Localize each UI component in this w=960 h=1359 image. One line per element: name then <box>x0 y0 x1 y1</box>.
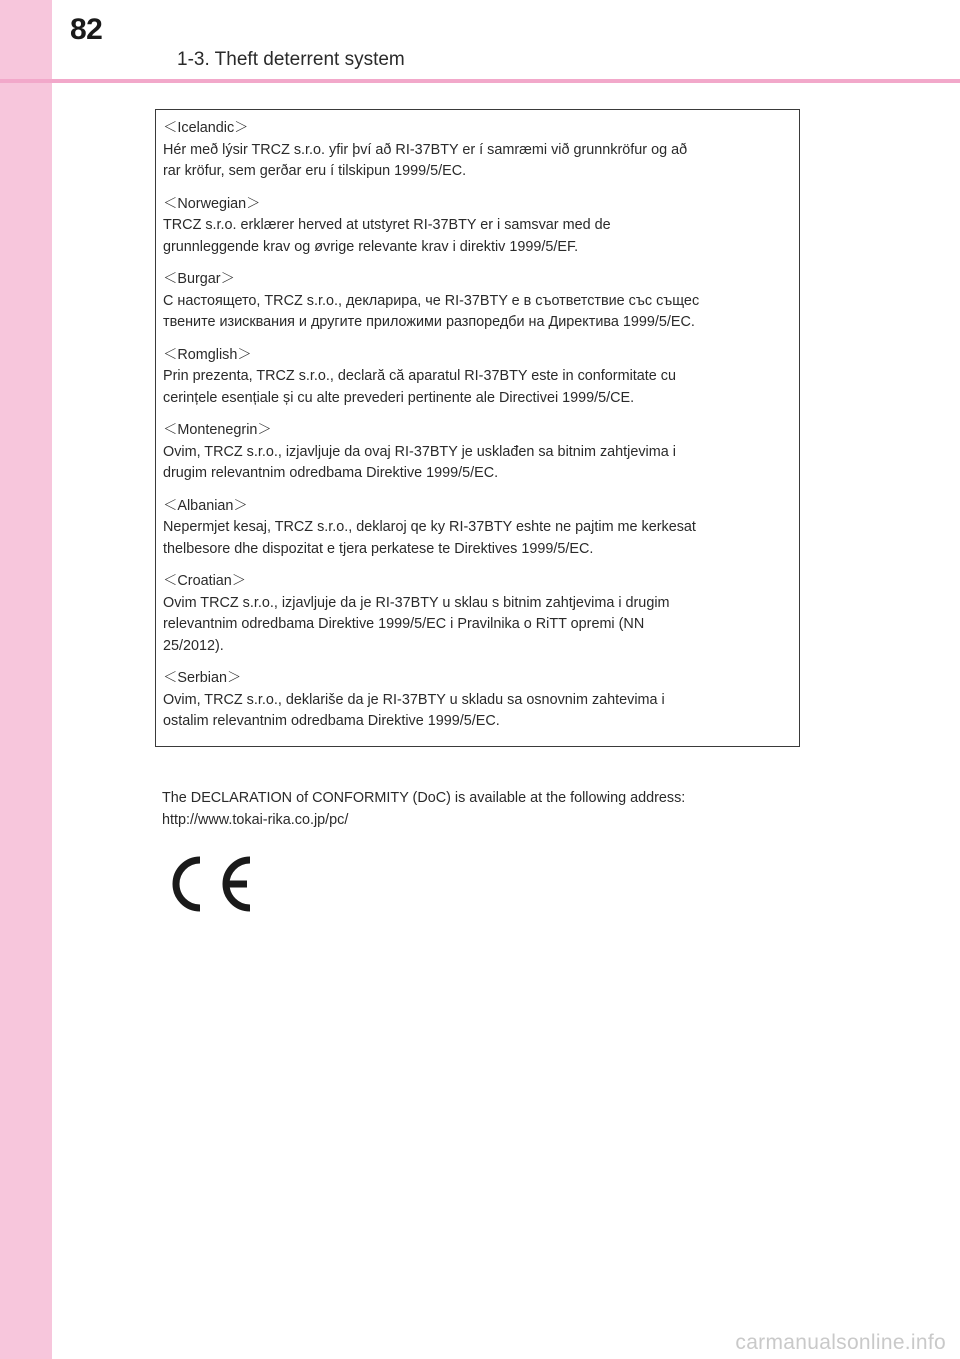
section-title: 1-3. Theft deterrent system <box>177 49 405 70</box>
declaration-line: drugim relevantnim odredbama Direktive 1999/5/EC. <box>163 465 499 481</box>
declaration-icelandic <box>163 118 792 183</box>
declaration-text <box>163 291 792 334</box>
declaration-line: relevantnim odredbama Direktive 1999/5/EC i Pravilnika o RiTT opremi (NN <box>163 616 645 632</box>
declaration-serbian <box>163 668 792 733</box>
declaration-line: ostalim relevantnim odredbama Direktive 1999/5/EC. <box>163 713 500 729</box>
declaration-line: rar kröfur, sem gerðar eru í tilskipun 1999/5/EC. <box>163 163 467 179</box>
header-rule <box>0 79 960 83</box>
declaration-heading: ＜Norwegian＞ <box>163 195 261 212</box>
declaration-line: Hér með lýsir TRCZ s.r.o. yfir því að RI-37BTY er í samræmi við grunnkröfur og að <box>163 141 688 158</box>
declaration-line: grunnleggende krav og øvrige relevante krav i direktiv 1999/5/EF. <box>163 238 579 255</box>
declaration-line: TRCZ s.r.o. erklærer herved at utstyret RI-37BTY er i samsvar med de <box>163 217 611 233</box>
declaration-romanian <box>163 345 792 410</box>
declaration-heading: ＜Montenegrin＞ <box>163 422 272 438</box>
declaration-text <box>163 215 792 258</box>
declarations-box <box>155 109 800 747</box>
declaration-text <box>163 442 792 485</box>
declaration-norwegian <box>163 194 792 259</box>
declaration-croatian <box>163 571 792 657</box>
declaration-heading: ＜Burgar＞ <box>163 271 235 287</box>
declaration-heading: ＜Icelandic＞ <box>163 120 249 136</box>
declaration-montenegrin <box>163 420 792 485</box>
declaration-line: thelbesore dhe dispozitat e tjera perkatese te Direktives 1999/5/EC. <box>163 540 594 557</box>
declaration-bulgarian <box>163 269 792 334</box>
doc-note-text: The DECLARATION of CONFORMITY (DoC) is available at the following address: <box>162 790 686 806</box>
declaration-heading: ＜Serbian＞ <box>163 670 242 686</box>
declaration-line: Ovim TRCZ s.r.o., izjavljuje da je RI-37BTY u sklau s bitnim zahtjevima i drugim <box>163 594 670 611</box>
declaration-line: Ovim, TRCZ s.r.o., deklariše da je RI-37BTY u skladu sa osnovnim zahtevima i <box>163 691 665 708</box>
declaration-line: Ovim, TRCZ s.r.o., izjavljuje da ovaj RI-37BTY je usklađen sa bitnim zahtjevima i <box>163 443 676 460</box>
declaration-line: 25/2012). <box>163 637 224 654</box>
declaration-line: cerințele esențiale și cu alte prevederi pertinente ale Directivei 1999/5/CE. <box>163 389 635 406</box>
declaration-line: Nepermjet kesaj, TRCZ s.r.o., deklaroj qe ky RI-37BTY eshte ne pajtim me kerkesat <box>163 519 696 535</box>
declaration-text <box>163 690 792 733</box>
declaration-heading: ＜Romglish＞ <box>163 346 252 363</box>
doc-url-link[interactable]: http://www.tokai-rika.co.jp/pc/ <box>162 811 349 828</box>
declaration-albanian <box>163 496 792 561</box>
left-margin-bar <box>0 0 52 1359</box>
declaration-line: твените изисквания и другите приложими разпоредби на Директива 1999/5/ЕС. <box>163 314 695 330</box>
declaration-text <box>163 517 792 560</box>
declaration-heading: ＜Albanian＞ <box>163 497 248 514</box>
declaration-heading: ＜Croatian＞ <box>163 573 247 589</box>
declaration-text <box>163 366 792 409</box>
page-number: 82 <box>70 13 103 46</box>
ce-mark-c <box>176 860 200 908</box>
ce-mark-icon <box>166 852 256 916</box>
ce-mark-e-bar <box>229 881 247 888</box>
declaration-line: Prin prezenta, TRCZ s.r.o., declară că aparatul RI-37BTY este in conformitate cu <box>163 368 676 384</box>
declaration-text <box>163 140 792 183</box>
declaration-line: С настоящето, TRCZ s.r.o., декларира, че RI-37BTY е в съответствие със същес <box>163 292 700 309</box>
site-watermark: carmanualsonline.info <box>735 1331 946 1354</box>
doc-availability-note <box>162 788 685 831</box>
declaration-text <box>163 593 792 658</box>
